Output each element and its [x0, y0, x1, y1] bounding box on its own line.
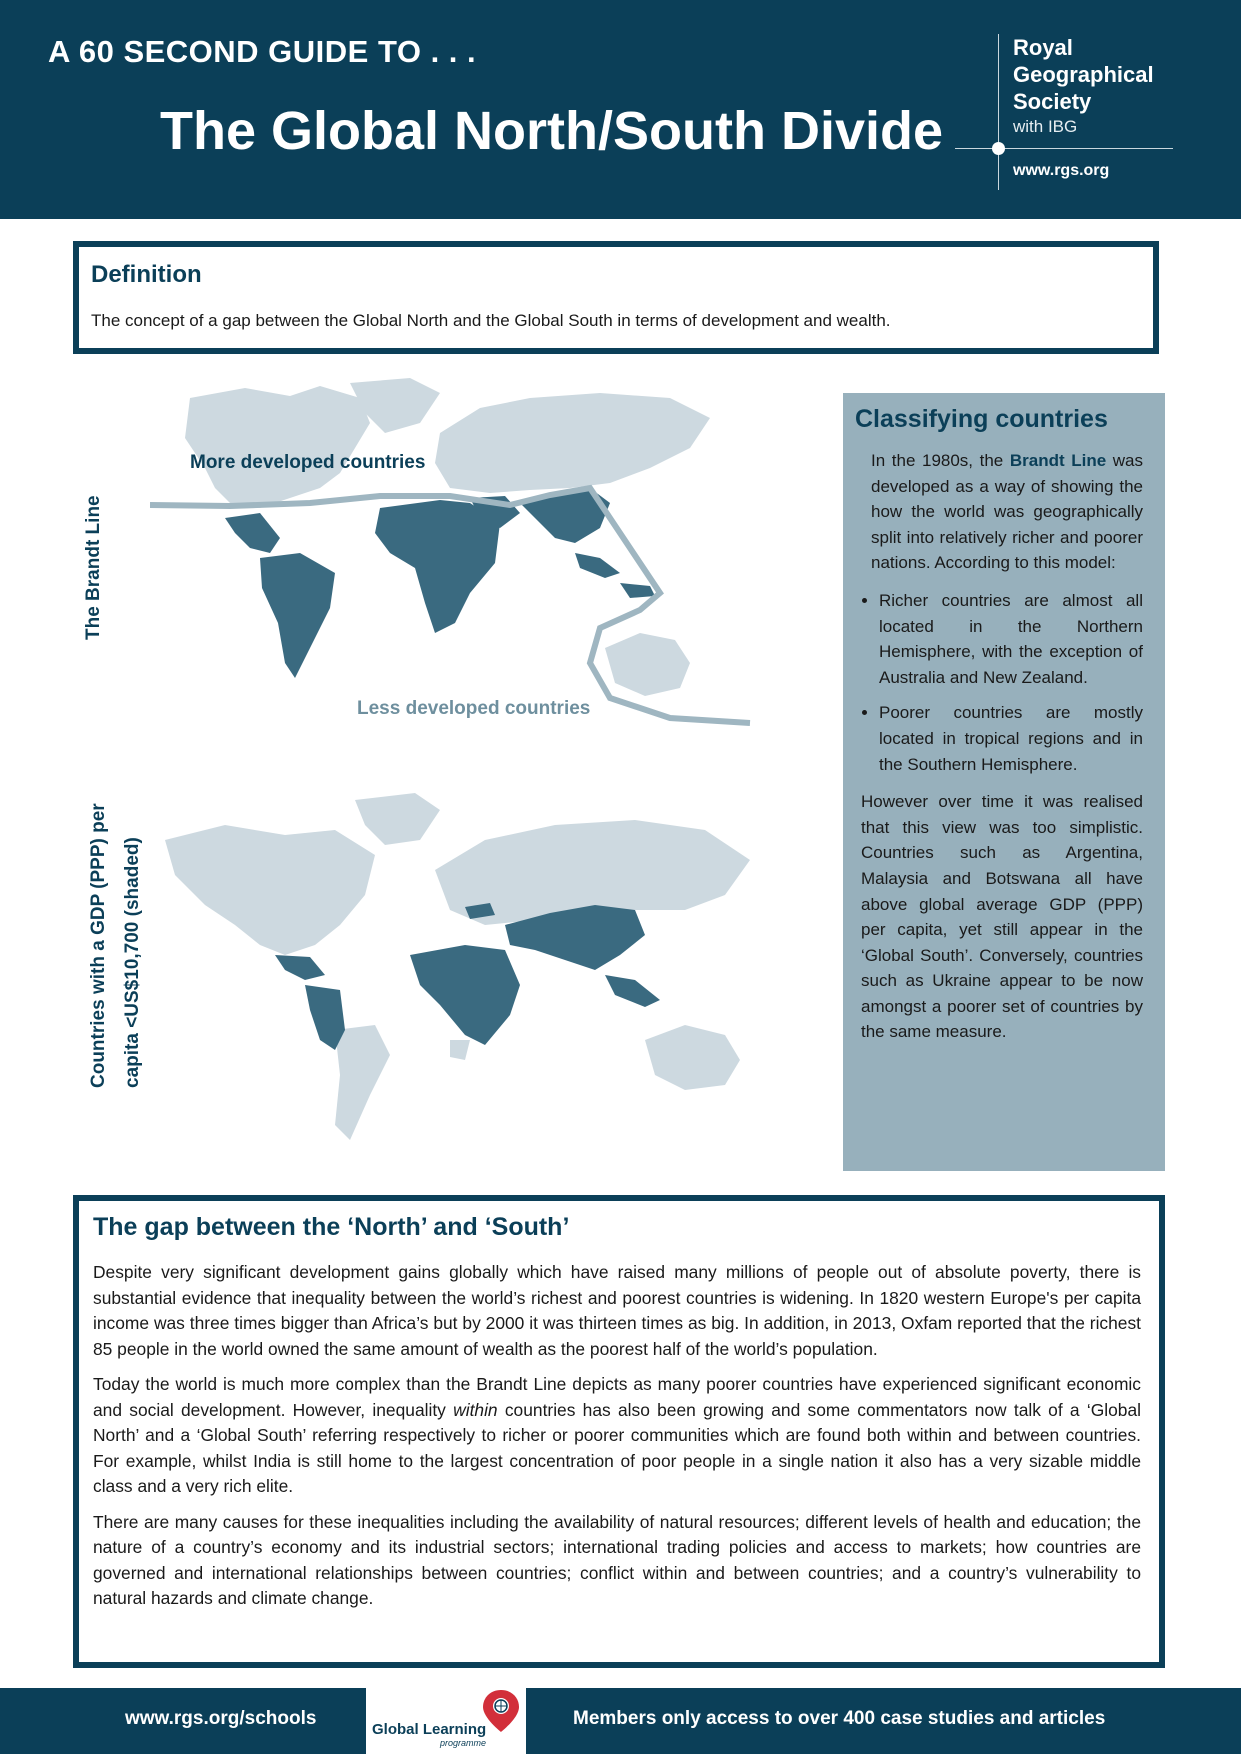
definition-title: Definition — [91, 261, 202, 288]
classifying-title: Classifying countries — [855, 405, 1108, 433]
definition-box — [73, 241, 1159, 354]
north-america — [185, 386, 370, 508]
south-america — [260, 553, 335, 678]
logo-text: Global Learning — [372, 1721, 487, 1738]
gdp-africa — [410, 945, 520, 1045]
classifying-bullets — [861, 588, 1143, 777]
logo-line-2: Geographical — [1013, 62, 1154, 87]
gdp-per-capita-map — [165, 785, 815, 1165]
classifying-intro — [861, 448, 1143, 576]
indonesia — [620, 583, 655, 598]
gap-p2-emphasis: within — [453, 1399, 498, 1420]
gdp-se-asia — [605, 975, 660, 1007]
gap-paragraph-1: Despite very significant development gains globally which have raised many millions of people out of absolute poverty, there is substantial evidence that inequality between the world’s richest and poorest countries is widening. In 1820 western Europe's per capita income was three times bigger than Africa’s but by 2000 it was thirteen times as big. In addition, in 2013, Oxfam reported that the richest 85 people in the world owned the same amount of wealth as the poorest half of the world’s population. — [93, 1262, 1141, 1359]
rgs-logo[interactable] — [955, 34, 1175, 194]
logo-name — [1013, 34, 1154, 115]
central-america — [225, 513, 280, 553]
footer-bar — [0, 1688, 1241, 1754]
kicker-text: A 60 SECOND GUIDE TO . . . — [48, 34, 477, 69]
gdp-map-side-label — [82, 803, 150, 1088]
gap-paragraph-2 — [93, 1372, 1141, 1500]
brandt-line-map — [150, 378, 800, 758]
intro-text-post: was developed as a way of showing the how the world was geographically split into relatively richer and poorer nations. According to this model: — [871, 451, 1143, 573]
logo-horizontal-rule — [955, 148, 1173, 149]
gdp-greenland — [355, 793, 440, 845]
gap-p2-post: countries has also been growing and some commentators now talk of a ‘Global North’ and a ‘Global South’ referring respectively to richer or poorer communities which are found both within and between countries. For example, whilst India is still home to the largest concentration of poor people in a single nation it also has a very sizable middle class and a very rich elite. — [93, 1399, 1141, 1496]
classifying-outro: However over time it was realised that this view was too simplistic. Countries such as Argentina, Malaysia and Botswana all have above global average GDP (PPP) per capita, yet still appear in the ‘Global South’. Conversely, countries such as Ukraine appear to be now amongst a poorer set of countries by the same measure. — [861, 792, 1143, 1042]
gdp-central-america — [275, 955, 325, 980]
se-asia-islands — [575, 553, 620, 578]
header-banner — [0, 0, 1241, 219]
gdp-side-label-line2: capita <US$10,700 (shaded) — [122, 837, 143, 1088]
brandt-line-highlight: Brandt Line — [1009, 451, 1107, 470]
less-developed-land — [225, 488, 655, 678]
gdp-andean-south-america — [305, 985, 345, 1050]
intro-text-pre: In the 1980s, the — [871, 451, 1010, 470]
gdp-australia — [645, 1025, 740, 1090]
logo-line-1: Royal — [1013, 35, 1073, 60]
footer-members-text[interactable]: Members only access to over 400 case studies and articles — [573, 1708, 1106, 1729]
europe-russia — [435, 393, 710, 493]
logo-url-link[interactable]: www.rgs.org — [1013, 162, 1110, 179]
footer-schools-link[interactable]: www.rgs.org/schools — [125, 1708, 317, 1729]
bullet-item: • Poorer countries are mostly located in tropical regions and in the Southern Hemisphere. — [879, 700, 1143, 777]
less-developed-label: Less developed countries — [357, 698, 591, 719]
gdp-southern-africa-tip — [450, 1040, 470, 1060]
brandt-line-side-label: The Brandt Line — [83, 495, 104, 640]
logo-dot-icon — [992, 142, 1005, 155]
logo-line-3: Society — [1013, 89, 1092, 114]
australia — [605, 633, 690, 696]
global-learning-logo[interactable] — [366, 1688, 526, 1754]
page-title: The Global North/South Divide — [160, 101, 943, 161]
gdp-north-america — [165, 825, 375, 955]
logo-vertical-rule — [998, 34, 999, 190]
definition-text: The concept of a gap between the Global North and the Global South in terms of development and wealth. — [91, 311, 891, 330]
gap-paragraph-3: There are many causes for these inequalities including the availability of natural resources; different levels of health and education; the nature of a country’s economy and its industrial sectors; international trading policies and access to markets; how countries are governed and international relationships between countries; conflict within and between countries; and a country’s vulnerability to natural hazards and climate change. — [93, 1511, 1141, 1608]
logo-subtext: programme — [440, 1738, 487, 1748]
more-developed-label: More developed countries — [190, 452, 426, 473]
gap-title: The gap between the ‘North’ and ‘South’ — [93, 1213, 570, 1241]
gap-section — [73, 1195, 1165, 1668]
gap-p2-pre: Today the world is much more complex than the Brandt Line depicts as many poorer countries have experienced significant economic and social development. However, inequality — [93, 1374, 1141, 1420]
africa — [375, 500, 500, 633]
logo-with-ibg: with IBG — [1013, 117, 1078, 136]
classifying-panel — [843, 393, 1165, 1171]
bullet-item: • Richer countries are almost all located in the Northern Hemisphere, with the exception of Australia and New Zealand. — [879, 588, 1143, 690]
gdp-side-label-line1: Countries with a GDP (PPP) per — [88, 803, 109, 1088]
gdp-south-america-south — [335, 1025, 390, 1140]
